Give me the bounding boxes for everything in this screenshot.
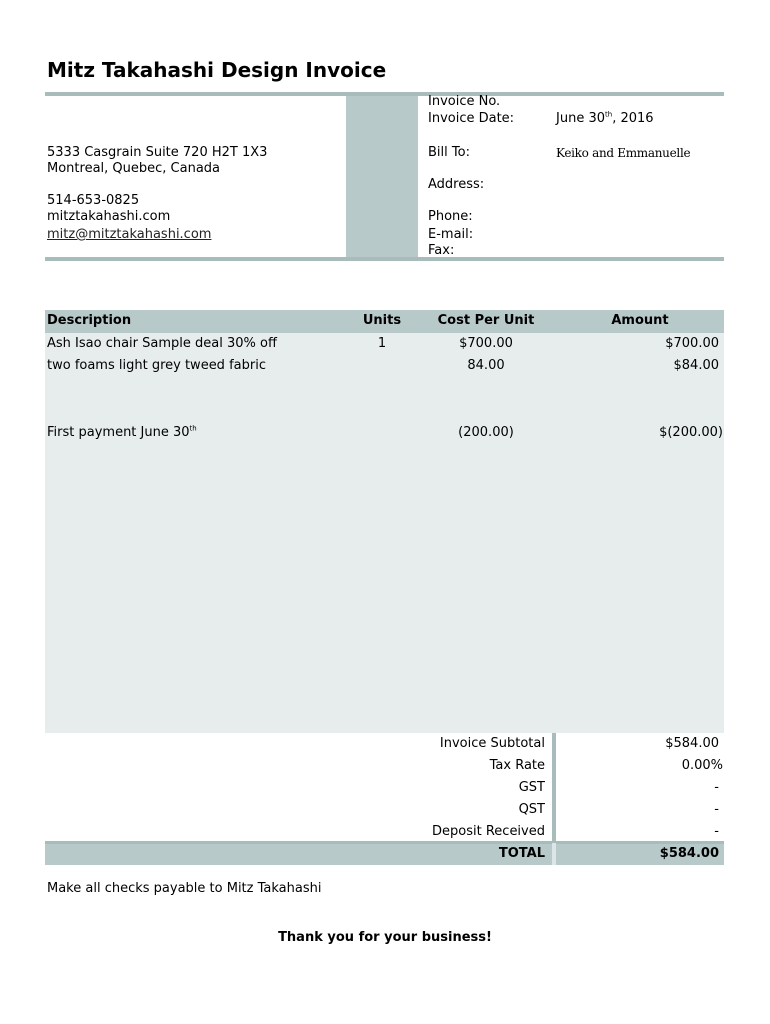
row2-amount: $84.00 — [673, 358, 719, 373]
header-units: Units — [362, 313, 402, 328]
fax-label: Fax: — [428, 243, 455, 258]
header-amount: Amount — [611, 313, 669, 328]
total-row-rule — [45, 841, 724, 844]
phone-label: Phone: — [428, 209, 473, 224]
email-label: E-mail: — [428, 227, 474, 242]
tax-rate-label: Tax Rate — [489, 758, 545, 773]
bill-to-label: Bill To: — [428, 145, 470, 160]
header-bottom-rule — [45, 257, 724, 261]
company-phone: 514-653-0825 — [47, 193, 140, 208]
invoice-date-label: Invoice Date: — [428, 111, 515, 126]
row3-cost-per-unit: (200.00) — [458, 425, 514, 440]
row1-amount: $700.00 — [665, 336, 719, 351]
gst-value: - — [714, 780, 719, 795]
tax-rate-value: 0.00% — [681, 758, 723, 773]
thank-you-note: Thank you for your business! — [278, 930, 492, 945]
header-shade-column — [346, 96, 418, 257]
deposit-label: Deposit Received — [432, 824, 545, 839]
row2-description: two foams light grey tweed fabric — [47, 358, 266, 373]
row1-units: 1 — [377, 336, 387, 351]
company-address-line1: 5333 Casgrain Suite 720 H2T 1X3 — [47, 145, 268, 160]
table-body — [45, 333, 724, 733]
subtotal-value: $584.00 — [665, 736, 719, 751]
address-label: Address: — [428, 177, 485, 192]
total-divider — [552, 843, 556, 865]
row3-description: First payment June 30th — [47, 424, 197, 440]
invoice-title: Mitz Takahashi Design Invoice — [47, 58, 387, 82]
invoice-date-value: June 30th, 2016 — [556, 110, 654, 126]
row1-description: Ash Isao chair Sample deal 30% off — [47, 336, 277, 351]
total-label: TOTAL — [498, 846, 545, 861]
qst-label: QST — [518, 802, 545, 817]
total-value: $584.00 — [659, 846, 719, 861]
bill-to-value: Keiko and Emmanuelle — [556, 146, 691, 160]
checks-payable-note: Make all checks payable to Mitz Takahashi — [47, 881, 322, 896]
header-description: Description — [47, 313, 132, 328]
company-email-link[interactable]: mitz@mitztakahashi.com — [47, 227, 212, 242]
gst-label: GST — [518, 780, 545, 795]
totals-divider — [552, 733, 556, 843]
company-address-line2: Montreal, Quebec, Canada — [47, 161, 221, 176]
qst-value: - — [714, 802, 719, 817]
invoice-no-label: Invoice No. — [428, 94, 501, 109]
row1-cost-per-unit: $700.00 — [459, 336, 513, 351]
row2-cost-per-unit: 84.00 — [467, 358, 505, 373]
company-website: mitztakahashi.com — [47, 209, 171, 224]
deposit-value: - — [714, 824, 719, 839]
header-cost-per-unit: Cost Per Unit — [437, 313, 535, 328]
subtotal-label: Invoice Subtotal — [439, 736, 545, 751]
row3-amount: $(200.00) — [659, 425, 723, 440]
